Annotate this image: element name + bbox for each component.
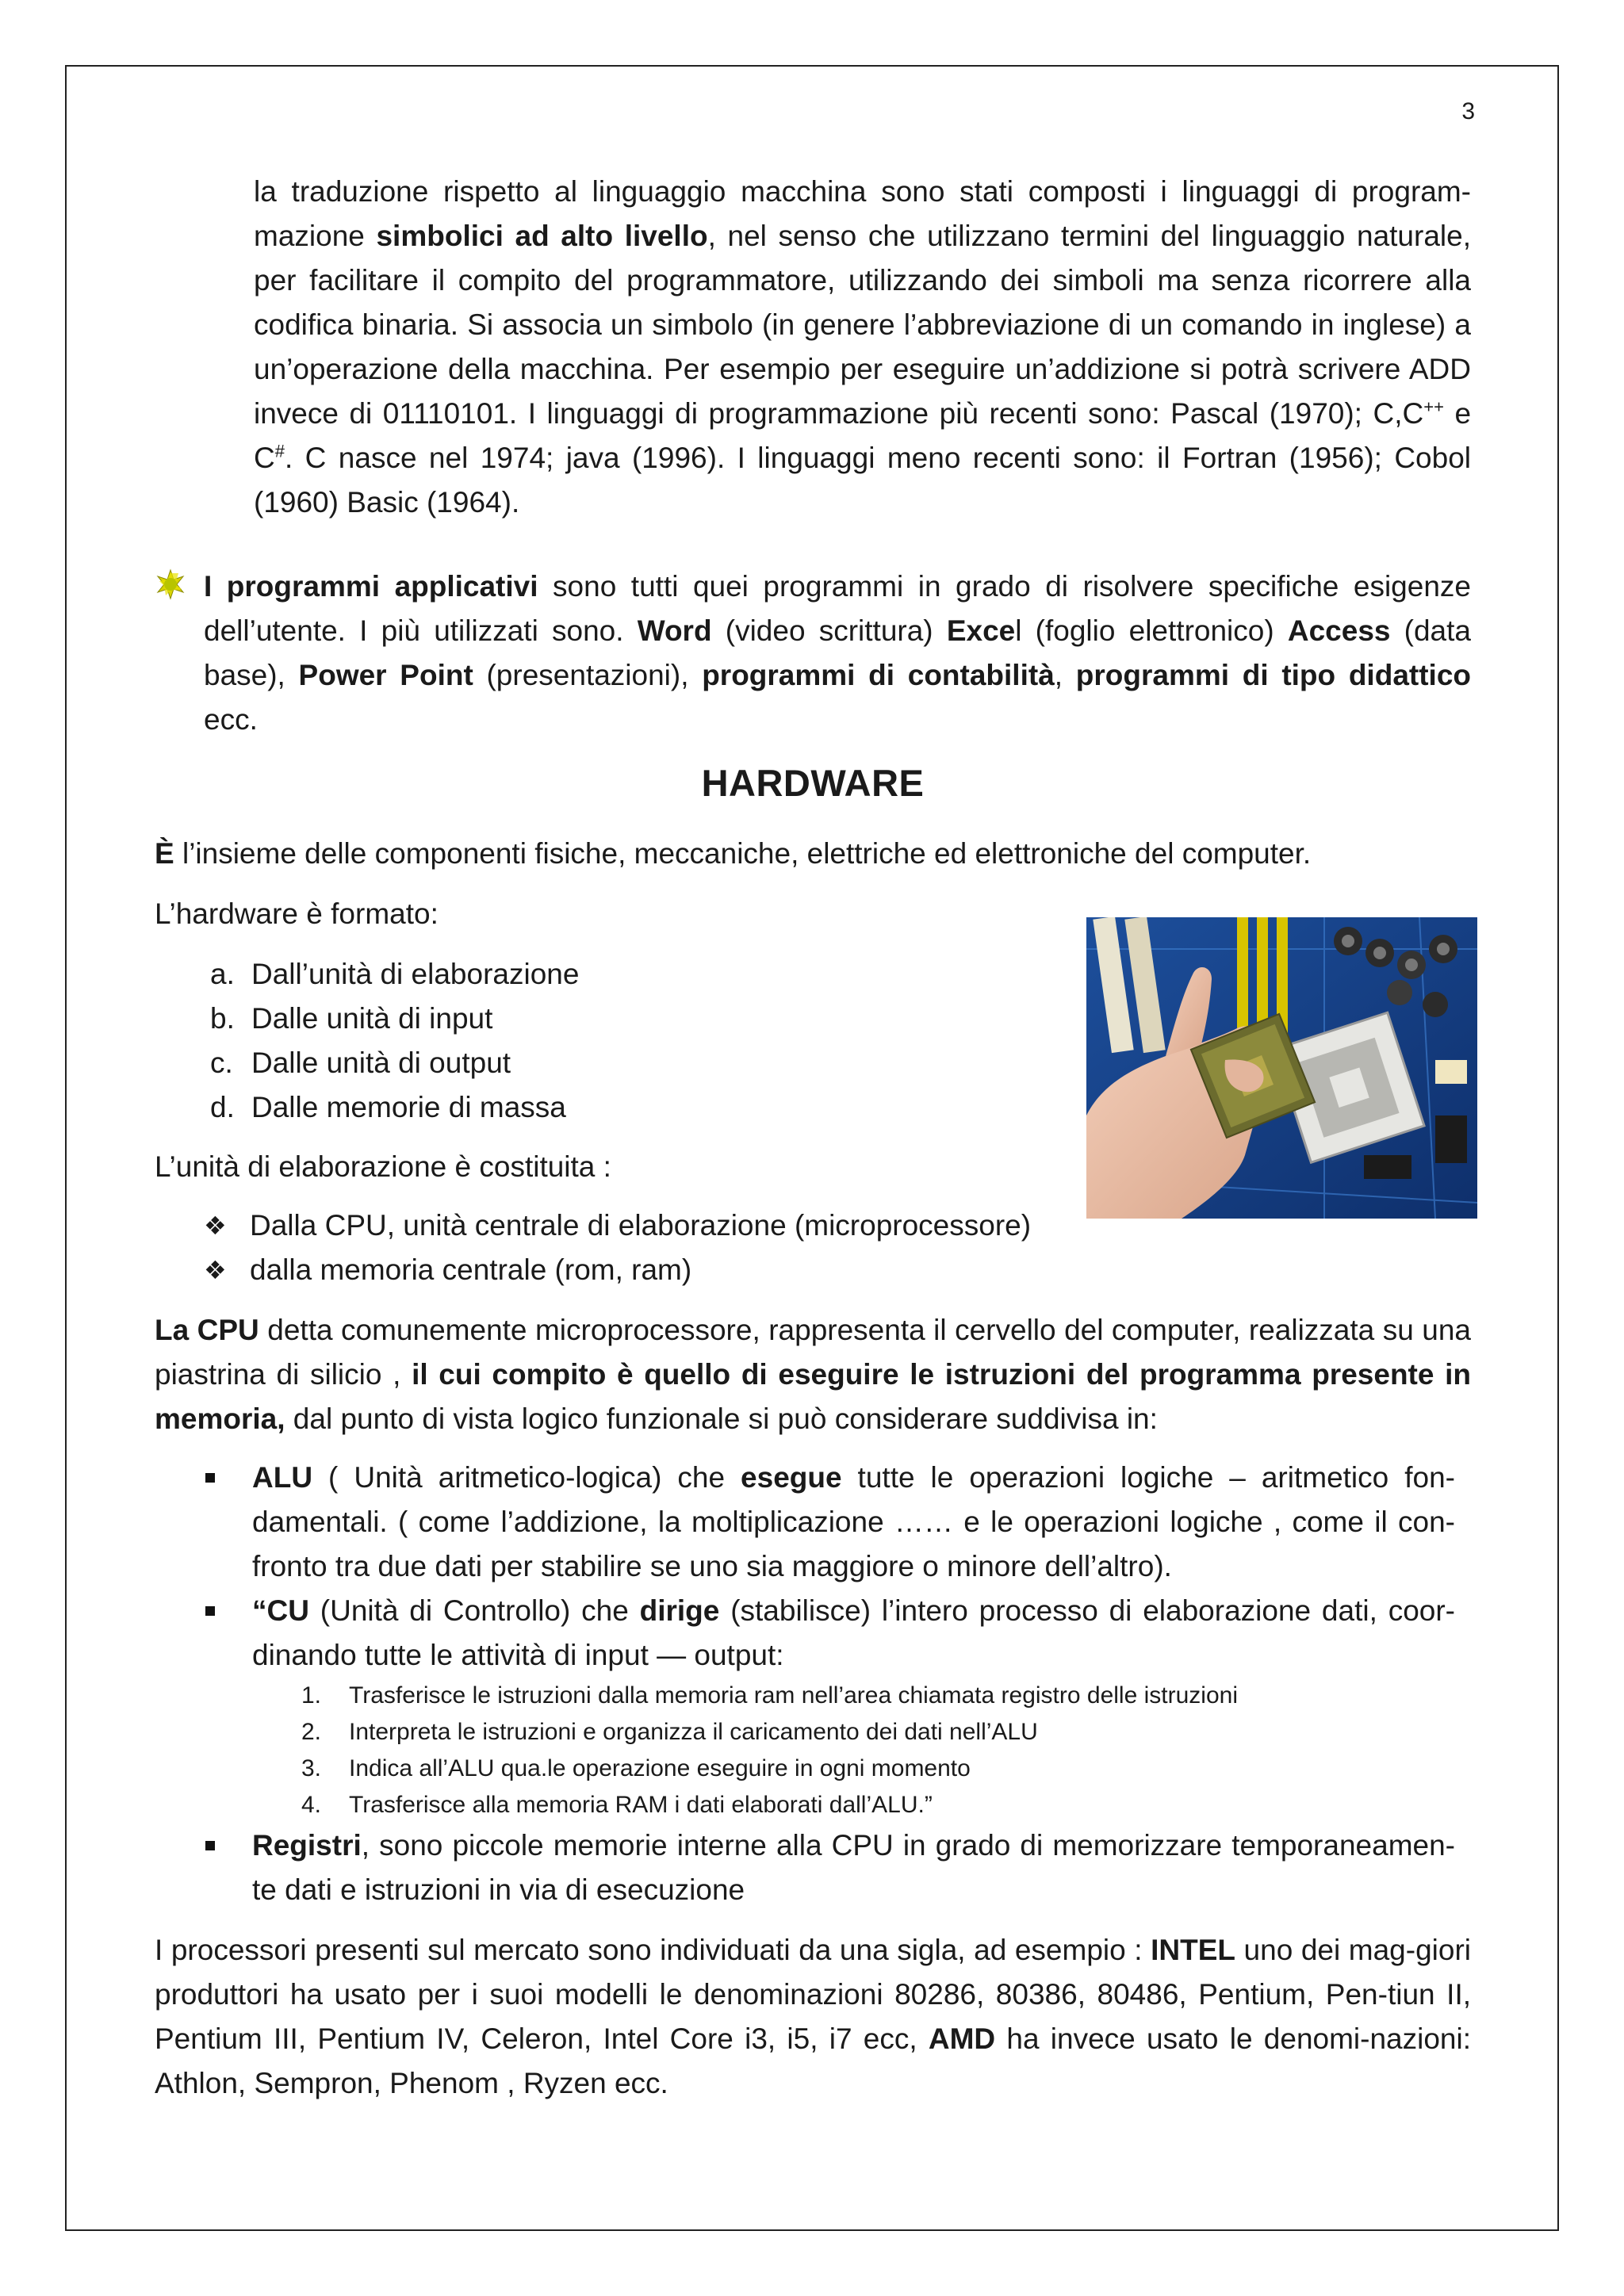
list-item: 3. Indica all’ALU qua.le operazione eseguire in ogni momento [301, 1755, 971, 1781]
elaborazione-label: L’unità di elaborazione è costituita : [155, 1150, 611, 1183]
list-item: 1. Trasferisce le istruzioni dalla memoria ram nell’area chiamata registro delle istruzioni [301, 1682, 1238, 1709]
intro-languages: Pascal (1970); C,C++ e C#. C nasce nel 1974; java (1996). I linguaggi meno recenti sono: il Fortran (1956); Cobol (1960) Basic (1964). [254, 396, 1472, 519]
cpu-motherboard-photo [1086, 917, 1477, 1219]
square-bullet-icon [205, 1606, 215, 1616]
cu-steps-list [155, 1678, 1471, 1823]
section-heading-hardware: HARDWARE [701, 762, 925, 804]
cpu-components-list [155, 1456, 1471, 1912]
square-bullet-icon [205, 1473, 215, 1483]
intro-bold-term: simbolici ad alto livello [376, 220, 708, 252]
applicativi-paragraph: I programmi applicativi sono tutti quei programmi in grado di risolvere specifiche esigenze dell’utente. I più utilizzati sono. Word (video scrittura) Excel (foglio elettronico) Access (data base), Power Point (presentazioni), programmi di contabilità, programmi di tipo didattico ecc. [204, 570, 1471, 736]
cpu-paragraph: La CPU detta comunemente microprocessore, rappresenta il cervello del computer, realizzata su una piastrina di silicio , il cui compito è quello di eseguire le istruzioni del programma presente in memoria, dal punto di vista logico funzionale si può considerare suddivisa in: [155, 1314, 1471, 1435]
page-number: 3 [1461, 98, 1475, 124]
list-item: 4. Trasferisce alla memoria RAM i dati elaborati dall’ALU.” [301, 1792, 933, 1818]
list-item-cu: “CU (Unità di Controllo) che dirige (stabilisce) l’intero processo di elaborazione dati, coor-dinando tutte le attività di input — output: [155, 1589, 1471, 1678]
processori-paragraph: I processori presenti sul mercato sono individuati da una sigla, ad esempio : INTEL uno dei mag-giori produttori ha usato per i suoi modelli le denominazioni 80286, 80386, 80486, Pentium, Pen-tiun II, Pentium III, Pentium IV, Celeron, Intel Core i3, i5, i7 ecc, AMD ha invece usato le denomi-nazioni: Athlon, Sempron, Phenom , Ryzen ecc. [155, 1934, 1471, 2099]
cpu-motherboard-illustration [1086, 917, 1477, 1219]
list-item-registri: Registri, sono piccole memorie interne alla CPU in grado di memorizzare temporaneamen-te dati e istruzioni in via di esecuzione [155, 1823, 1471, 1912]
list-item-alu: ALU ( Unità aritmetico-logica) che esegue tutte le operazioni logiche – aritmetico fon-damentali. ( come l’addizione, la moltiplicazione …… e le operazioni logiche , come il con-fronto tra due dati per stabilire se uno sia maggiore o minore dell’altro). [155, 1456, 1471, 1589]
intro-paragraph: la traduzione rispetto al linguaggio macchina sono stati composti i linguaggi di program-mazione simbolici ad alto livello, nel senso che utilizzano termini del linguaggio naturale, per facilitare il compito del programmatore, utilizzando dei simboli ma senza ricorrere alla codifica binaria. Si associa un simbolo (in genere l’abbreviazione di un comando in inglese) a un’operazione della macchina. Per esempio per eseguire un’addizione si potrà scrivere ADD invece di 01110101. I linguaggi di programmazione più recenti sono: Pascal (1970); C,C++ e C#. C nasce nel 1974; java (1996). I linguaggi meno recenti sono: il Fortran (1956); Cobol (1960) Basic (1964). [254, 175, 1472, 519]
list-item: 2. Interpreta le istruzioni e organizza il caricamento dei dati nell’ALU [301, 1719, 1038, 1745]
hardware-formato-label: L’hardware è formato: [155, 897, 439, 930]
hardware-definition: È l’insieme delle componenti fisiche, meccaniche, elettriche ed elettroniche del computer. [155, 837, 1312, 870]
star-bullet-icon [155, 568, 186, 600]
square-bullet-icon [205, 1841, 215, 1850]
